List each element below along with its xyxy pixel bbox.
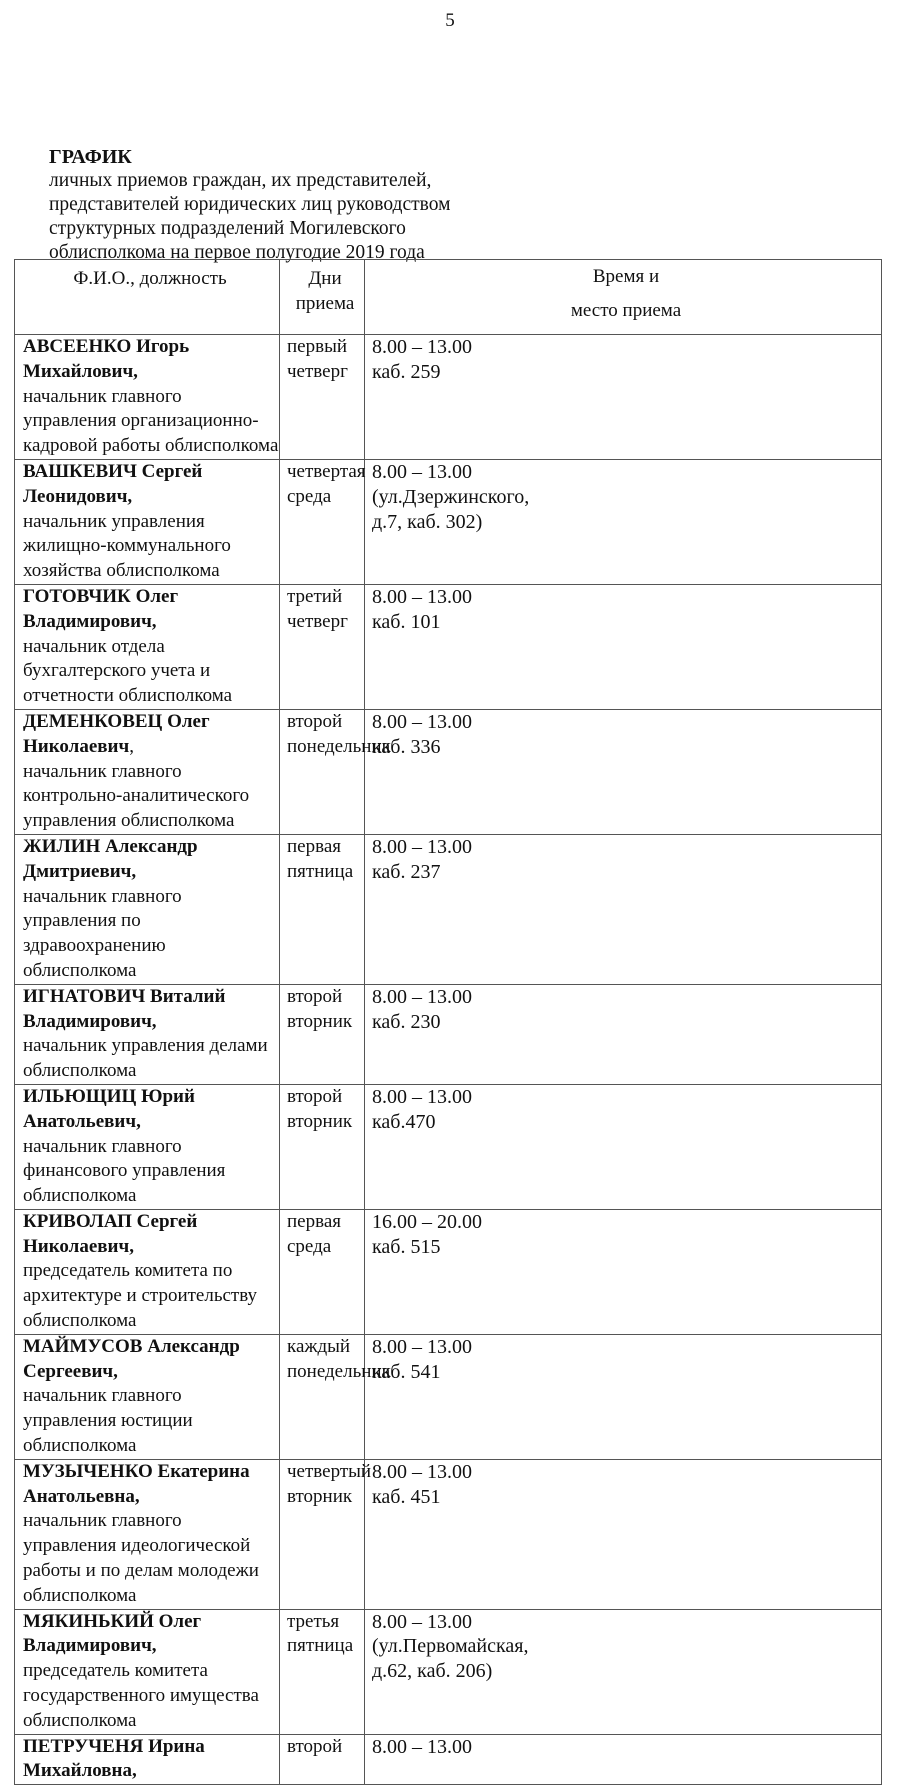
reception-place-cont: д.62, каб. 206) [372,1660,493,1683]
table-row [15,1334,882,1459]
reception-time: 8.00 – 13.00 [372,1085,472,1108]
person-position: начальник главного управления юстиции облисполкома [23,1385,193,1457]
cell-name-position [15,1459,280,1609]
document-title [49,145,450,265]
table-row [15,584,882,709]
cell-days [280,709,391,834]
day-ordinal: второй [287,1735,343,1757]
reception-place: каб.470 [372,1110,436,1133]
day-weekday: четверг [287,360,348,382]
reception-place-cont: д.7, каб. 302) [372,510,483,533]
header-name: Ф.И.О., должность [15,260,280,335]
person-name: АВСЕЕНКО Игорь Михайлович, [23,336,190,382]
cell-days [280,1209,365,1334]
person-name: МУЗЫЧЕНКО Екатерина Анатольевна, [23,1460,250,1507]
header-days: Дни приема [280,260,365,335]
reception-time: 16.00 – 20.00 [372,1210,482,1233]
cell-name-position [15,1334,280,1459]
cell-time-place [365,1734,882,1785]
cell-time-place [365,1459,882,1609]
header-time [365,260,882,335]
table-row [15,1209,882,1334]
reception-place: каб. 101 [372,610,441,633]
day-weekday: вторник [287,1110,353,1132]
reception-place: (ул.Первомайская, [372,1635,529,1658]
person-position: председатель комитета государственного имущества облисполкома [23,1660,259,1731]
schedule-table [14,259,882,1785]
cell-days [280,834,365,984]
cell-time-place [365,1609,882,1734]
person-name: КРИВОЛАП Сергей Николаевич, [23,1210,198,1257]
reception-place: каб. 451 [372,1485,441,1508]
day-ordinal: третий [287,585,343,607]
day-ordinal: первая [287,835,341,857]
cell-name-position [15,709,280,834]
table-row [15,1609,882,1734]
person-name: ЖИЛИН Александр Дмитриевич, [23,835,198,882]
day-weekday: вторник [287,1485,353,1507]
day-ordinal: третья [287,1610,340,1632]
day-ordinal: второй [287,985,343,1007]
day-weekday: вторник [287,1010,353,1032]
person-position: начальник главного контрольно-аналитического управления облисполкома [23,760,250,832]
cell-time-place [365,984,882,1084]
title-line: личных приемов граждан, их представителей, [49,170,432,191]
cell-name-position [15,1609,280,1734]
table-row [15,459,882,584]
reception-time: 8.00 – 13.00 [372,460,472,483]
cell-time-place [365,584,882,709]
reception-time: 8.00 – 13.00 [372,1460,472,1483]
reception-place: каб. 230 [372,1010,441,1033]
cell-days [280,1084,365,1209]
reception-time: 8.00 – 13.00 [372,1735,472,1758]
day-weekday: понедельник [287,735,391,757]
reception-time: 8.00 – 13.00 [372,336,472,358]
person-name: ИЛЬЮЩИЦ Юрий Анатольевич, [23,1085,195,1132]
reception-time: 8.00 – 13.00 [372,1335,472,1358]
person-position: начальник главного управления идеологической работы и по делам молодежи облисполкома [23,1510,259,1606]
table-row [15,335,882,460]
table-row [15,984,882,1084]
person-name: ПЕТРУЧЕНЯ Ирина Михайловна, [23,1735,205,1782]
reception-time: 8.00 – 13.00 [372,585,472,608]
reception-time: 8.00 – 13.00 [372,710,472,733]
title-line: представителей юридических лиц руководством [49,194,451,215]
person-name: МЯКИНЬКИЙ Олег Владимирович, [23,1610,202,1657]
person-name: ВАШКЕВИЧ Сергей Леонидович, [23,460,203,507]
cell-days [280,1734,365,1785]
page-number: 5 [445,10,455,31]
person-position: начальник управления жилищно-коммунального хозяйства облисполкома [23,510,231,582]
day-ordinal: четвертый [287,1460,372,1482]
cell-time-place [365,1209,882,1334]
person-name: МАЙМУСОВ Александр Сергеевич, [23,1335,240,1382]
cell-time-place [365,1334,882,1459]
cell-time-place [365,459,882,584]
header-time-line: Время и [592,266,660,287]
day-ordinal: второй [287,710,343,732]
day-weekday: среда [287,1235,332,1257]
person-position: начальник главного управления по здравоохранению облисполкома [23,885,182,981]
day-weekday: понедельник [287,1360,391,1382]
cell-days [280,459,365,584]
cell-name-position [15,459,280,584]
cell-name-position [15,1734,280,1785]
cell-time-place [365,1084,882,1209]
cell-name-position [15,984,280,1084]
day-ordinal: первая [287,1210,341,1232]
reception-time: 8.00 – 13.00 [372,985,472,1008]
table-row [15,1459,882,1609]
table-row [15,1084,882,1209]
cell-time-place [365,709,882,834]
reception-place: (ул.Дзержинского, [372,485,530,508]
day-weekday: четверг [287,610,348,632]
table-row [15,834,882,984]
person-name: ИГНАТОВИЧ Виталий Владимирович, [23,985,226,1032]
reception-place: каб. 541 [372,1360,441,1383]
cell-name-position [15,1084,280,1209]
person-position: начальник главного финансового управления облисполкома [23,1135,226,1207]
cell-days [280,335,365,460]
cell-days [280,1459,372,1609]
header-time-line: место приема [570,300,682,321]
reception-time: 8.00 – 13.00 [372,1610,472,1633]
cell-days [280,584,365,709]
cell-time-place [365,335,882,460]
cell-days [280,984,365,1084]
reception-time: 8.00 – 13.00 [372,835,472,858]
reception-place: каб. 336 [372,735,441,758]
cell-time-place [365,834,882,984]
title-line: структурных подразделений Могилевского [49,218,406,239]
table-header-row [15,260,882,335]
person-position: начальник главного управления организационно-кадровой работы облисполкома [23,385,279,457]
name-suffix: , [129,735,134,757]
person-name: ДЕМЕНКОВЕЦ Олег Николаевич [23,710,210,757]
reception-place: каб. 237 [372,860,441,883]
cell-name-position [15,335,280,460]
cell-name-position [15,584,280,709]
day-ordinal: первый [287,336,348,357]
day-ordinal: четвертая [287,460,366,482]
cell-days [280,1609,365,1734]
cell-days [280,1334,391,1459]
title-heading: ГРАФИК [49,146,132,168]
day-weekday: пятница [287,1635,354,1657]
day-weekday: среда [287,485,332,507]
cell-name-position [15,1209,280,1334]
reception-place: каб. 259 [372,360,441,383]
day-ordinal: каждый [287,1335,351,1357]
title-line: облисполкома на первое полугодие 2019 года [49,242,425,263]
reception-place: каб. 515 [372,1235,441,1258]
day-ordinal: второй [287,1085,343,1107]
table-row [15,709,882,834]
person-position: начальник отдела бухгалтерского учета и отчетности облисполкома [23,635,233,707]
table-row [15,1734,882,1785]
person-position: начальник управления делами облисполкома [23,1035,268,1082]
person-name: ГОТОВЧИК Олег Владимирович, [23,585,179,632]
person-position: председатель комитета по архитектуре и строительству облисполкома [23,1260,258,1332]
day-weekday: пятница [287,860,354,882]
cell-name-position [15,834,280,984]
